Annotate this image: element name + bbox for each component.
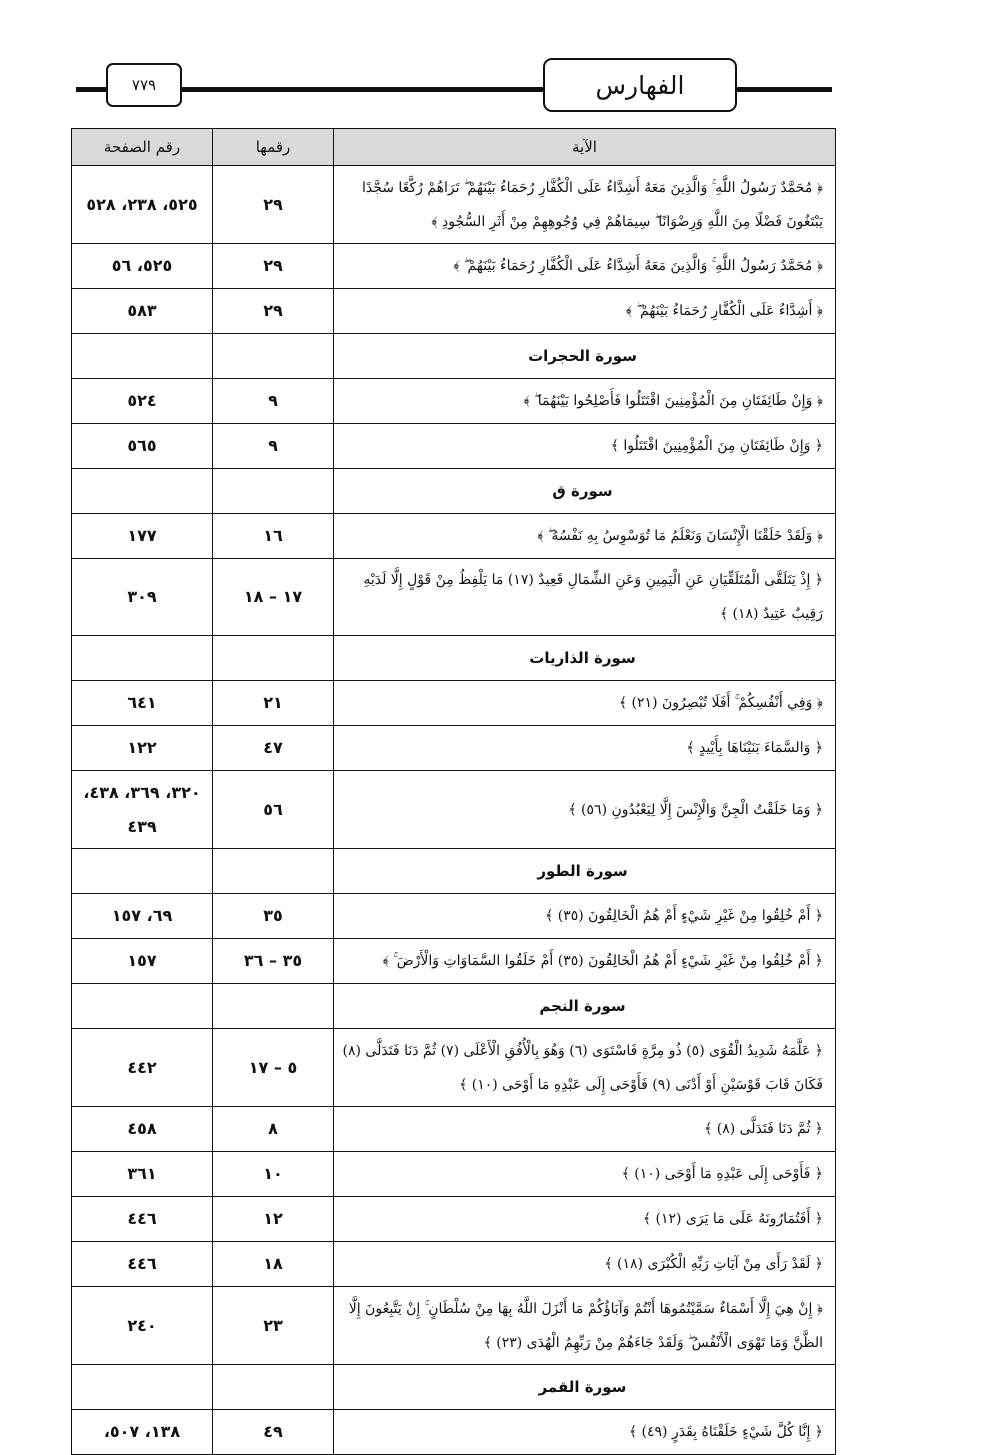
surah-title: سورة ق	[334, 469, 836, 514]
page-ref-cell: ٤٤٦	[72, 1242, 213, 1287]
table-header-row	[72, 129, 836, 166]
page-ref-cell: ٣٠٩	[72, 559, 213, 636]
surah-title: سورة الذاريات	[334, 636, 836, 681]
page-ref-cell: ٢٤٠	[72, 1287, 213, 1365]
verse-number-cell: ٤٩	[213, 1410, 334, 1455]
header-rule-left	[76, 87, 108, 92]
verse-number-cell: ١٢	[213, 1197, 334, 1242]
page-ref-cell	[72, 849, 213, 894]
page-ref-cell: ١٧٧	[72, 514, 213, 559]
page-ref-cell: ١٢٢	[72, 726, 213, 771]
surah-heading-row	[72, 849, 836, 894]
page-ref-cell: ١٥٧	[72, 939, 213, 984]
surah-title: سورة الحجرات	[334, 334, 836, 379]
verse-number-cell: ١٧ – ١٨	[213, 559, 334, 636]
verse-cell: ﴿ إِذْ يَتَلَقَّى الْمُتَلَقِّيَانِ عَنِ الْيَمِينِ وَعَنِ الشِّمَالِ قَعِيدٌ (١٧) مَا يَلْفِظُ مِنْ قَوْلٍ إِلَّا لَدَيْهِ رَقِيبٌ عَتِيدٌ (١٨) ﴾	[334, 559, 836, 636]
table-row	[72, 1107, 836, 1152]
verse-number-cell: ٢٩	[213, 166, 334, 244]
table-row	[72, 1410, 836, 1455]
verse-number-cell: ٥ – ١٧	[213, 1029, 334, 1107]
page-ref-cell: ٥٦٥	[72, 424, 213, 469]
verse-cell: ﴿ أَفَتُمَارُونَهُ عَلَى مَا يَرَى (١٢) ﴾	[334, 1197, 836, 1242]
header-rule-right	[736, 87, 832, 92]
verse-cell: ﴿ أَمْ خُلِقُوا مِنْ غَيْرِ شَيْءٍ أَمْ هُمُ الْخَالِقُونَ (٣٥) ﴾	[334, 894, 836, 939]
page-ref-cell: ٥٨٣	[72, 289, 213, 334]
surah-heading-row	[72, 984, 836, 1029]
verse-cell: ﴿ ثُمَّ دَنَا فَتَدَلَّى (٨) ﴾	[334, 1107, 836, 1152]
verse-number-cell: ٣٥	[213, 894, 334, 939]
surah-heading-row	[72, 636, 836, 681]
table-row	[72, 681, 836, 726]
verse-number-cell: ٢٣	[213, 1287, 334, 1365]
verse-number-cell: ٥٦	[213, 771, 334, 849]
verse-cell: ﴿ أَمْ خُلِقُوا مِنْ غَيْرِ شَيْءٍ أَمْ هُمُ الْخَالِقُونَ (٣٥) أَمْ خَلَقُوا السَّمَاوَاتِ وَالْأَرْضَ ۚ ﴾	[334, 939, 836, 984]
table-row	[72, 559, 836, 636]
verse-number-cell: ٢١	[213, 681, 334, 726]
table-row	[72, 1287, 836, 1365]
table-row	[72, 166, 836, 244]
page-ref-cell: ٦٩، ١٥٧	[72, 894, 213, 939]
surah-heading-row	[72, 469, 836, 514]
verse-cell: ﴿ وَمَا خَلَقْتُ الْجِنَّ وَالْإِنْسَ إِلَّا لِيَعْبُدُونِ (٥٦) ﴾	[334, 771, 836, 849]
page-ref-cell: ٥٢٥، ٥٦	[72, 244, 213, 289]
verse-number-cell	[213, 334, 334, 379]
page-number: ٧٧٩	[106, 63, 182, 107]
verse-cell: ﴿ فَأَوْحَى إِلَى عَبْدِهِ مَا أَوْحَى (١٠) ﴾	[334, 1152, 836, 1197]
table-row	[72, 771, 836, 849]
verse-number-cell: ٨	[213, 1107, 334, 1152]
verse-number-cell	[213, 849, 334, 894]
verse-number-cell: ١٠	[213, 1152, 334, 1197]
verse-number-cell	[213, 469, 334, 514]
header-rule-middle	[180, 87, 546, 92]
table-row	[72, 244, 836, 289]
verse-number-cell: ٢٩	[213, 289, 334, 334]
section-title: الفهارس	[543, 58, 737, 112]
verse-number-cell: ٣٥ – ٣٦	[213, 939, 334, 984]
verse-cell: ﴿ وَالسَّمَاءَ بَنَيْنَاهَا بِأَيْيدٍ ﴾	[334, 726, 836, 771]
verse-number-cell: ١٨	[213, 1242, 334, 1287]
page-ref-cell	[72, 334, 213, 379]
verse-cell: ﴿ أَشِدَّاءُ عَلَى الْكُفَّارِ رُحَمَاءُ بَيْنَهُمْ ۖ ﴾	[334, 289, 836, 334]
verse-number-cell: ٢٩	[213, 244, 334, 289]
table-row	[72, 514, 836, 559]
surah-title: سورة النجم	[334, 984, 836, 1029]
verse-number-cell: ٩	[213, 379, 334, 424]
verse-cell: ﴿ وَفِي أَنْفُسِكُمْ ۚ أَفَلَا تُبْصِرُونَ (٢١) ﴾	[334, 681, 836, 726]
verse-cell: ﴿ إِنْ هِيَ إِلَّا أَسْمَاءٌ سَمَّيْتُمُوهَا أَنْتُمْ وَآبَاؤُكُمْ مَا أَنْزَلَ اللَّهُ بِهَا مِنْ سُلْطَانٍ ۚ إِنْ يَتَّبِعُونَ إِلَّا الظَّنَّ وَمَا تَهْوَى الْأَنْفُسُ ۖ وَلَقَدْ جَاءَهُمْ مِنْ رَبِّهِمُ الْهُدَى (٢٣) ﴾	[334, 1287, 836, 1365]
table-row	[72, 1029, 836, 1107]
verse-number-cell	[213, 984, 334, 1029]
verse-cell: ﴿ مُحَمَّدٌ رَسُولُ اللَّهِ ۚ وَالَّذِينَ مَعَهُ أَشِدَّاءُ عَلَى الْكُفَّارِ رُحَمَاءُ بَيْنَهُمْ ۖ تَرَاهُمْ رُكَّعًا سُجَّدًا يَبْتَغُونَ فَضْلًا مِنَ اللَّهِ وَرِضْوَانًا ۖ سِيمَاهُمْ فِي وُجُوهِهِمْ مِنْ أَثَرِ السُّجُودِ ﴾	[334, 166, 836, 244]
page-ref-cell	[72, 469, 213, 514]
verse-number-cell	[213, 636, 334, 681]
page-ref-cell: ٤٥٨	[72, 1107, 213, 1152]
verse-cell: ﴿ وَإِنْ طَائِفَتَانِ مِنَ الْمُؤْمِنِينَ اقْتَتَلُوا فَأَصْلِحُوا بَيْنَهُمَا ۖ ﴾	[334, 379, 836, 424]
page-ref-cell: ١٣٨، ٥٠٧،	[72, 1410, 213, 1455]
page-ref-cell: ٣٦١	[72, 1152, 213, 1197]
verse-cell: ﴿ مُحَمَّدٌ رَسُولُ اللَّهِ ۚ وَالَّذِينَ مَعَهُ أَشِدَّاءُ عَلَى الْكُفَّارِ رُحَمَاءُ بَيْنَهُمْ ۖ ﴾	[334, 244, 836, 289]
page-ref-cell: ٤٤٢	[72, 1029, 213, 1107]
verse-cell: ﴿ وَإِنْ طَائِفَتَانِ مِنَ الْمُؤْمِنِينَ اقْتَتَلُوا ﴾	[334, 424, 836, 469]
surah-title: سورة الطور	[334, 849, 836, 894]
column-header-number: رقمها	[213, 129, 334, 166]
table-row	[72, 424, 836, 469]
verse-cell: ﴿ عَلَّمَهُ شَدِيدُ الْقُوَى (٥) ذُو مِرَّةٍ فَاسْتَوَى (٦) وَهُوَ بِالْأُفُقِ الْأَعْلَى (٧) ثُمَّ دَنَا فَتَدَلَّى (٨) فَكَانَ قَابَ قَوْسَيْنِ أَوْ أَدْنَى (٩) فَأَوْحَى إِلَى عَبْدِهِ مَا أَوْحَى (١٠) ﴾	[334, 1029, 836, 1107]
table-row	[72, 289, 836, 334]
verse-number-cell: ١٦	[213, 514, 334, 559]
table-row	[72, 1152, 836, 1197]
page-ref-cell: ٥٢٤	[72, 379, 213, 424]
verse-cell: ﴿ إِنَّا كُلَّ شَيْءٍ خَلَقْنَاهُ بِقَدَرٍ (٤٩) ﴾	[334, 1410, 836, 1455]
page-ref-cell: ٦٤١	[72, 681, 213, 726]
page-ref-cell	[72, 636, 213, 681]
column-header-page: رقم الصفحة	[72, 129, 213, 166]
verse-number-cell: ٤٧	[213, 726, 334, 771]
page-ref-cell	[72, 984, 213, 1029]
table-row	[72, 1242, 836, 1287]
table-row	[72, 939, 836, 984]
table-row	[72, 726, 836, 771]
table-row	[72, 1197, 836, 1242]
column-header-verse: الآية	[334, 129, 836, 166]
surah-heading-row	[72, 334, 836, 379]
page-ref-cell: ٣٢٠، ٣٦٩، ٤٣٨، ٤٣٩	[72, 771, 213, 849]
verse-index-table	[71, 128, 836, 1455]
page-ref-cell: ٥٢٥، ٢٣٨، ٥٢٨	[72, 166, 213, 244]
verse-cell: ﴿ لَقَدْ رَأَى مِنْ آيَاتِ رَبِّهِ الْكُبْرَى (١٨) ﴾	[334, 1242, 836, 1287]
table-row	[72, 379, 836, 424]
verse-cell: ﴿ وَلَقَدْ خَلَقْنَا الْإِنْسَانَ وَنَعْلَمُ مَا تُوَسْوِسُ بِهِ نَفْسُهُ ۖ ﴾	[334, 514, 836, 559]
surah-title: سورة القمر	[334, 1365, 836, 1410]
table-row	[72, 894, 836, 939]
verse-number-cell: ٩	[213, 424, 334, 469]
page-ref-cell: ٤٤٦	[72, 1197, 213, 1242]
